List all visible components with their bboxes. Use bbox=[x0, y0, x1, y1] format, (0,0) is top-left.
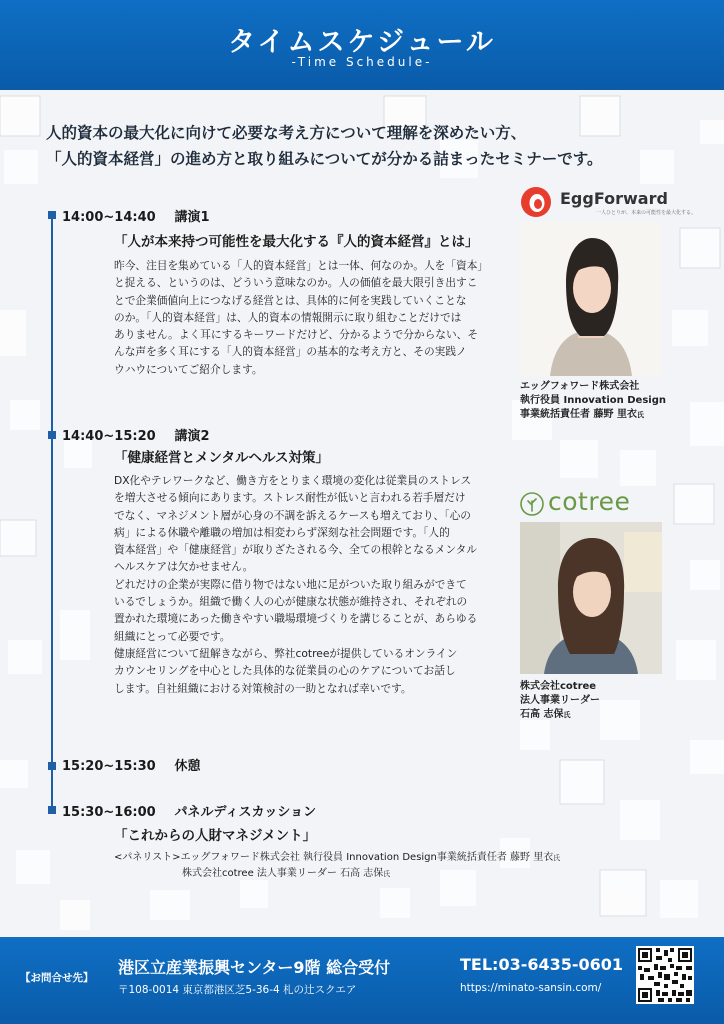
speaker-role: 法人事業リーダー bbox=[520, 695, 600, 706]
speaker-role: 執行役員 Innovation Design bbox=[520, 395, 666, 406]
speaker-role bbox=[520, 408, 666, 422]
description-line: 資本経営」や「健康経営」が取りざたされる今、全ての根幹となるメンタル bbox=[114, 543, 477, 557]
session-label: 休憩 bbox=[174, 759, 201, 774]
description-line: でなく、マネジメント層が心身の不調を訴えるケースも増えており、「心の bbox=[114, 508, 471, 522]
session-header bbox=[62, 801, 316, 820]
panelist-line bbox=[114, 866, 560, 882]
description-line: と捉える、というのは、どういう意味なのか。人の価値を最大限引き出すこ bbox=[114, 276, 478, 290]
intro-line: 「人的資本経営」の進め方と取り組みについてが分かる詰まったセミナーです。 bbox=[46, 150, 603, 168]
session-time: 15:20~15:30 bbox=[62, 759, 156, 774]
cotree-logo bbox=[520, 487, 670, 520]
intro-line: 人的資本の最大化に向けて必要な考え方について理解を深めたい方、 bbox=[46, 124, 527, 142]
website-link[interactable]: https://minato-sansin.com/ bbox=[460, 982, 602, 994]
timeline-marker bbox=[48, 431, 56, 439]
speaker-1-caption bbox=[520, 380, 666, 422]
description-line: ヘルスケアは欠かせません。 bbox=[114, 560, 254, 574]
phone-number[interactable]: TEL:03-6435-0601 bbox=[460, 955, 624, 974]
description-line: ウハウについてご紹介します。 bbox=[114, 362, 263, 376]
description-line: のか。「人的資本経営」は、人的資本の情報開示に取り組むことだけでは bbox=[114, 310, 462, 324]
description-line: 昨今、注目を集めている「人的資本経営」とは一体、何なのか。人を「資本」 bbox=[114, 259, 489, 272]
intro-text bbox=[46, 120, 686, 172]
honorific: 氏 bbox=[383, 870, 391, 878]
panelists bbox=[114, 850, 560, 882]
honorific: 氏 bbox=[563, 711, 571, 719]
session-description bbox=[114, 257, 489, 378]
speaker-company: 株式会社cotree bbox=[520, 681, 597, 692]
description-line: んな声を多く耳にする「人的資本経営」の基本的な考え方と、その実践ノ bbox=[114, 345, 467, 359]
contact-label: 【お問合せ先】 bbox=[20, 972, 94, 984]
description-line: を増大させる傾向にあります。ストレス耐性が低いと言われる若手層だけ bbox=[114, 491, 466, 505]
page-subtitle: -Time Schedule- bbox=[291, 55, 433, 69]
session-title: 「これからの人財マネジメント」 bbox=[114, 828, 317, 844]
description-line: とで企業価値向上につなげる経営とは、具体的に何を実践していくことな bbox=[114, 293, 467, 307]
session-time: 15:30~16:00 bbox=[62, 805, 156, 820]
session-header bbox=[62, 206, 210, 225]
tree-logo-icon bbox=[520, 492, 544, 516]
contact-footer bbox=[0, 937, 724, 1024]
session-description bbox=[114, 472, 486, 697]
description-line: DX化やテレワークなど、働き方をとりまく環境の変化は従業員のストレス bbox=[114, 474, 472, 487]
timeline-line bbox=[51, 214, 53, 810]
page-title: タイムスケジュール bbox=[228, 27, 496, 58]
session-label: パネルディスカッション bbox=[174, 805, 317, 820]
honorific: 氏 bbox=[636, 411, 644, 419]
session-title: 「人が本来持つ可能性を最大化する『人的資本経営』とは」 bbox=[114, 234, 479, 250]
description-line: 病」による休職や離職の増加は相変わらず深刻な社会問題です。「人的 bbox=[114, 525, 450, 539]
description-line: 置かれた環境にあった働きやすい職場環境づくりを講じることが、あらゆる bbox=[114, 612, 478, 626]
eggforward-logo bbox=[520, 186, 697, 220]
session-time: 14:00~14:40 bbox=[62, 210, 156, 225]
speaker-role bbox=[520, 708, 600, 722]
description-line: します。自社組織における対策検討の一助となれば幸いです。 bbox=[114, 681, 412, 695]
description-line: ありません。よく耳にするキーワードだけど、分かるようで分からない、そ bbox=[114, 328, 479, 342]
speaker-name: 石高 志保 bbox=[520, 709, 564, 720]
venue-name: 港区立産業振興センター9階 総合受付 bbox=[118, 958, 391, 977]
speaker-company: エッグフォワード株式会社 bbox=[520, 381, 640, 392]
panelist-1: エッグフォワード株式会社 執行役員 Innovation Design事業統括責任者 藤野 里衣 bbox=[180, 852, 554, 863]
session-header bbox=[62, 425, 210, 444]
eggforward-tagline: 一人ひとりが、本来の可能性を最大化する。 bbox=[596, 210, 697, 216]
description-line: 組織にとって必要です。 bbox=[114, 629, 231, 643]
session-title: 「健康経営とメンタルヘルス対策」 bbox=[114, 450, 330, 466]
venue-address: 〒108-0014 東京都港区芝5-36-4 札の辻スクエア bbox=[118, 984, 357, 996]
panelist-line bbox=[114, 850, 560, 866]
cotree-logo-text: cotree bbox=[548, 487, 631, 516]
description-line: どれだけの企業が実際に借り物ではない地に足がついた取り組みができて bbox=[114, 577, 467, 591]
timeline-marker bbox=[48, 762, 56, 770]
speaker-name: 事業統括責任者 藤野 里衣 bbox=[520, 409, 637, 420]
speaker-1-photo bbox=[520, 222, 662, 376]
description-line: いるでしょうか。組織で働く人の心が健康な状態が維持され、それぞれの bbox=[114, 595, 468, 609]
session-label: 講演1 bbox=[174, 210, 210, 225]
egg-logo-icon bbox=[520, 186, 552, 218]
qr-code-icon[interactable] bbox=[636, 946, 694, 1004]
session-label: 講演2 bbox=[174, 429, 210, 444]
description-line: カウンセリングを中心とした具体的な従業員の心のケアについてお話し bbox=[114, 664, 456, 678]
session-header bbox=[62, 755, 201, 774]
speaker-2-caption bbox=[520, 680, 600, 722]
panelist-prefix: <パネリスト> bbox=[114, 852, 181, 863]
honorific: 氏 bbox=[553, 854, 561, 862]
description-line: 健康経営について紐解きながら、弊社cotreeが提供しているオンライン bbox=[114, 646, 458, 660]
timeline-marker bbox=[48, 806, 56, 814]
speaker-2-photo bbox=[520, 522, 662, 674]
eggforward-logo-text: EggForward bbox=[560, 189, 668, 208]
panelist-2: 株式会社cotree 法人事業リーダー 石高 志保 bbox=[182, 868, 384, 879]
session-time: 14:40~15:20 bbox=[62, 429, 156, 444]
header-banner bbox=[0, 0, 724, 90]
timeline-marker bbox=[48, 211, 56, 219]
